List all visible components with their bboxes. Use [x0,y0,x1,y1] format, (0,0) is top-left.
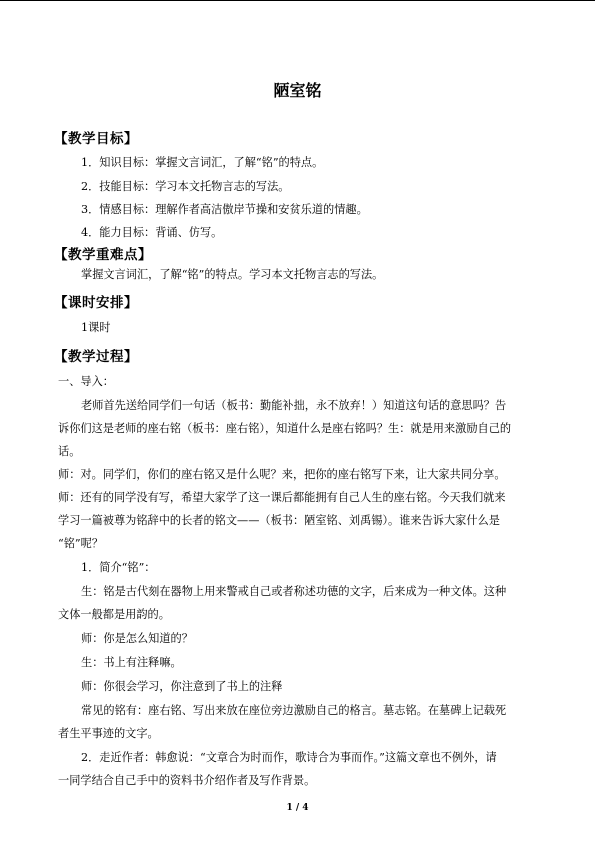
process-line: 者生平事迹的文字。 [58,727,159,740]
heading-goals: 【教学目标】 [54,131,138,147]
process-line: 师：你是怎么知道的？ [81,632,193,645]
process-line: 1．简介“铭”： [81,561,156,574]
key-points-text: 掌握文言词汇，了解“铭”的特点。学习本文托物言志的写法。 [81,268,384,281]
process-line: 师：还有的同学没有写，希望大家学了这一课后都能拥有自己人生的座右铭。今天我们就来 [58,491,506,504]
process-line: 生：铭是古代刻在器物上用来警戒自己或者称述功德的文字，后来成为一种文体。这种 [81,585,507,598]
process-line: 一、导入： [58,375,114,388]
process-line: 师：你很会学习，你注意到了书上的注释 [81,680,283,693]
process-line: 话。 [58,445,81,458]
process-line: 常见的铭有：座右铭、写出来放在座位旁边激励自己的格言。墓志铭。在墓碑上记载死 [81,704,507,717]
process-line: 老师首先送给同学们一句话（板书：勤能补拙，永不放弃！）知道这句话的意思吗？告 [81,399,507,412]
process-line: 生：书上有注释嘛。 [81,656,182,669]
schedule-text: 1课时 [81,321,111,334]
goal-item-1: 1．知识目标：掌握文言词汇，了解“铭”的特点。 [81,156,324,169]
process-line: 诉你们这是老师的座右铭（板书：座右铭），知道什么是座右铭吗？生：就是用来激励自己的 [58,422,512,435]
process-line: 文体一般都是用韵的。 [58,608,170,621]
process-line: 学习一篇被尊为铭辞中的长者的铭文——（板书：陋室铭、刘禹锡）。谁来告诉大家什么是 [58,514,500,527]
process-line: 一同学结合自己手中的资料书介绍作者及写作背景。 [58,774,316,787]
page-number: 1 / 4 [286,803,309,813]
process-line: “铭”呢？ [58,537,104,550]
heading-schedule: 【课时安排】 [54,295,138,311]
heading-process: 【教学过程】 [54,349,138,365]
goal-item-4: 4．能力目标：背诵、仿写。 [81,226,223,239]
process-line: 师：对。同学们，你们的座右铭又是什么呢？来，把你的座右铭写下来，让大家共同分享。 [58,468,506,481]
header-rule [0,0,595,1]
process-line: 2．走近作者：韩愈说：“文章合为时而作，歌诗合为事而作。”这篇文章也不例外，请 [81,751,497,764]
page-title: 陋室铭 [273,81,322,100]
heading-key-points: 【教学重难点】 [54,247,152,263]
goal-item-3: 3．情感目标：理解作者高洁傲岸节操和安贫乐道的情趣。 [81,203,368,216]
goal-item-2: 2．技能目标：学习本文托物言志的写法。 [81,180,290,193]
